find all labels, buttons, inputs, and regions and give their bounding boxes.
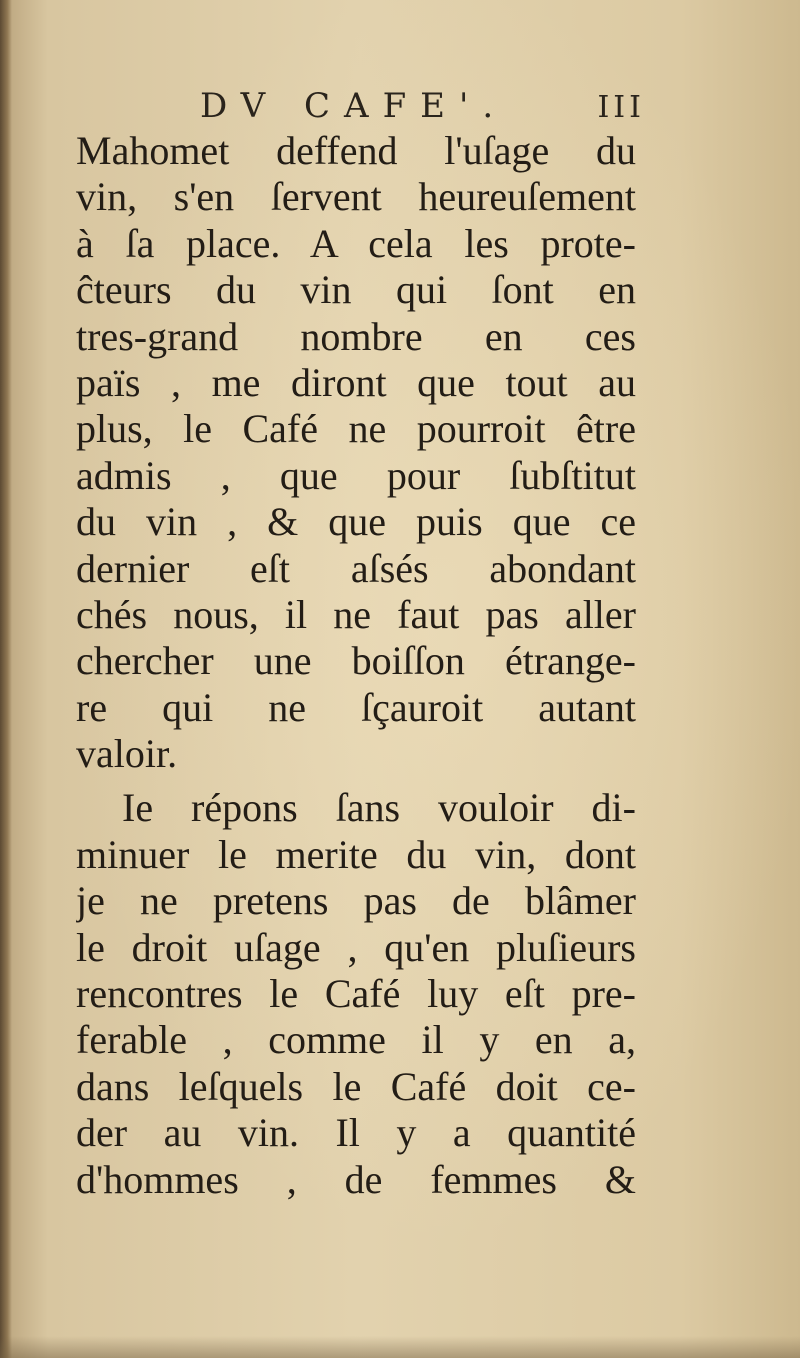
text-line: der au vin. Il y a quantité <box>76 1110 636 1156</box>
text-line: minuer le merite du vin, dont <box>76 831 636 877</box>
text-line: dans leſquels le Café doit ce- <box>76 1063 636 1109</box>
text-line: admis , que pour ſubſtitut <box>76 452 636 498</box>
body-text <box>76 128 636 1203</box>
text-line: re qui ne ſçauroit autant <box>76 684 636 730</box>
text-line: dernier eſt aſsés abondant <box>76 545 636 591</box>
text-line: ĉteurs du vin qui ſont en <box>76 267 636 313</box>
text-line: je ne pretens pas de blâmer <box>76 878 636 924</box>
paragraph-2 <box>76 785 636 1203</box>
paragraph-break <box>76 777 636 785</box>
text-line: d'hommes , de femmes & <box>76 1156 636 1202</box>
text-line: Mahomet deffend l'uſage du <box>76 128 636 173</box>
text-line: à ſa place. A cela les prote- <box>76 220 636 266</box>
text-line: Ie répons ſans vouloir di- <box>122 785 636 831</box>
text-line: païs , me diront que tout au <box>76 359 636 405</box>
text-line: tres-grand nombre en ces <box>76 313 636 359</box>
page-number: III <box>597 90 645 125</box>
running-title: DV CAFE'. <box>200 86 508 126</box>
text-line: valoir. <box>76 731 178 777</box>
text-line: ferable , comme il y en a, <box>76 1017 636 1063</box>
text-line: du vin , & que puis que ce <box>76 499 636 545</box>
text-line: rencontres le Café luy eſt pre- <box>76 971 636 1017</box>
paragraph-1 <box>76 128 636 777</box>
text-line: plus, le Café ne pourroit être <box>76 406 636 452</box>
text-line: le droit uſage , qu'en pluſieurs <box>76 924 636 970</box>
text-line: vin, s'en ſervent heureuſement <box>76 174 636 220</box>
text-line: chés nous, il ne faut pas aller <box>76 591 636 637</box>
text-line: chercher une boiſſon étrange- <box>76 638 636 684</box>
